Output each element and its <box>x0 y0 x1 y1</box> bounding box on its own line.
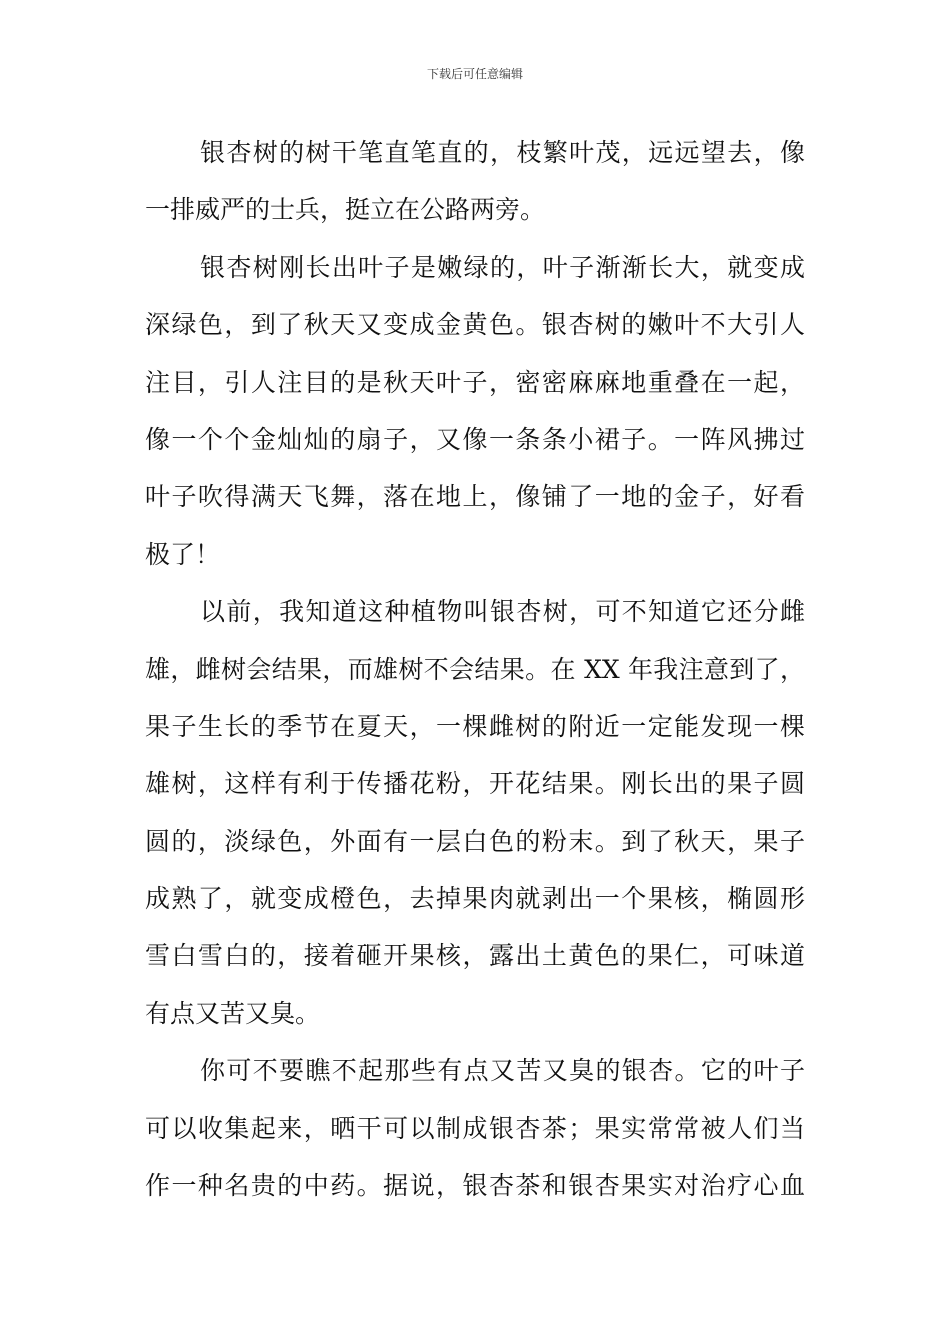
text-line: 极了！ <box>145 539 221 569</box>
text-line: 果子生长的季节在夏天，一棵雌树的附近一定能发现一棵 <box>145 711 805 741</box>
text-line: 可以收集起来，晒干可以制成银杏茶；果实常常被人们当 <box>145 1113 805 1143</box>
text-line: 注目，引人注目的是秋天叶子，密密麻麻地重叠在一起， <box>145 367 805 397</box>
text-line: 圆的，淡绿色，外面有一层白色的粉末。到了秋天，果子 <box>145 826 805 856</box>
text-line: 银杏树的树干笔直笔直的，枝繁叶茂，远远望去，像 <box>200 138 805 167</box>
text-line: 成熟了，就变成橙色，去掉果肉就剥出一个果核，椭圆形 <box>145 884 805 914</box>
text-line: 有点又苦又臭。 <box>145 998 321 1028</box>
text-line: 以前，我知道这种植物叫银杏树，可不知道它还分雌 <box>200 597 805 627</box>
text-line: 雄树，这样有利于传播花粉，开花结果。刚长出的果子圆 <box>145 769 805 799</box>
text-line: 银杏树刚长出叶子是嫩绿的，叶子渐渐长大，就变成 <box>200 252 805 282</box>
text-line: 一排威严的士兵，挺立在公路两旁。 <box>145 195 546 225</box>
text-line: 深绿色，到了秋天又变成金黄色。银杏树的嫩叶不大引人 <box>145 310 805 340</box>
text-line: 雄，雌树会结果，而雄树不会结果。在 XX 年我注意到了， <box>145 654 805 684</box>
page-header: 下载后可任意编辑 <box>426 67 523 81</box>
text-line: 像一个个金灿灿的扇子，又像一条条小裙子。一阵风拂过 <box>145 424 805 454</box>
text-line: 雪白雪白的，接着砸开果核，露出土黄色的果仁，可味道 <box>145 941 805 971</box>
text-line: 作一种名贵的中药。据说，银杏茶和银杏果实对治疗心血 <box>145 1171 805 1201</box>
text-line: 你可不要瞧不起那些有点又苦又臭的银杏。它的叶子 <box>200 1056 805 1086</box>
text-line: 叶子吹得满天飞舞，落在地上，像铺了一地的金子，好看 <box>145 482 805 512</box>
document-body <box>145 124 805 1214</box>
